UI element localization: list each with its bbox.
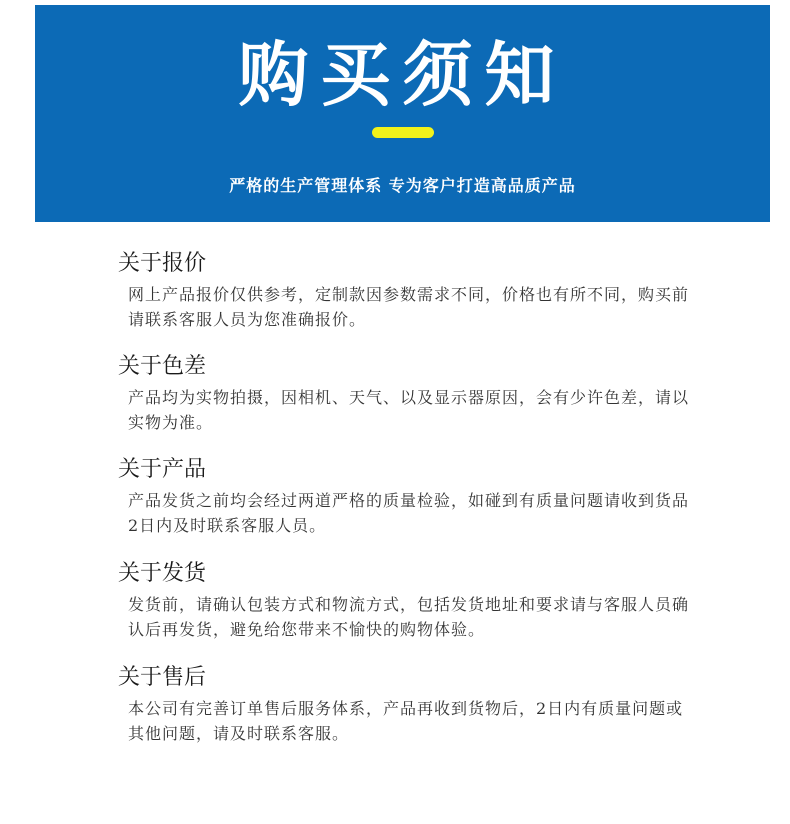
section-title: 关于发货 <box>118 561 207 586</box>
section-title: 关于报价 <box>118 251 207 276</box>
section-title: 关于售后 <box>118 665 207 690</box>
section-quote <box>118 250 693 332</box>
section-body: 网上产品报价仅供参考，定制款因参数需求不同，价格也有所不同，购买前请联系客服人员为您准确报价。 <box>128 285 690 329</box>
section-title: 关于色差 <box>118 354 207 379</box>
section-title: 关于产品 <box>118 457 207 482</box>
page-title: 购买须知 <box>238 34 567 116</box>
section-body: 本公司有完善订单售后服务体系，产品再收到货物后，2日内有质量问题或其他问题，请及时联系客服。 <box>128 699 684 743</box>
section-product <box>118 456 693 538</box>
header-banner <box>35 5 770 222</box>
section-body: 产品均为实物拍摄，因相机、天气、以及显示器原因，会有少许色差，请以实物为准。 <box>128 388 690 432</box>
section-body: 产品发货之前均会经过两道严格的质量检验，如碰到有质量问题请收到货品2日内及时联系客服人员。 <box>128 491 690 535</box>
section-color-difference <box>118 353 693 435</box>
section-shipping <box>118 560 693 642</box>
section-body: 发货前，请确认包装方式和物流方式，包括发货地址和要求请与客服人员确认后再发货，避免给您带来不愉快的购物体验。 <box>128 595 690 639</box>
accent-bar <box>372 127 434 138</box>
section-after-sales <box>118 664 693 746</box>
page-subtitle: 严格的生产管理体系 专为客户打造高品质产品 <box>229 176 576 195</box>
